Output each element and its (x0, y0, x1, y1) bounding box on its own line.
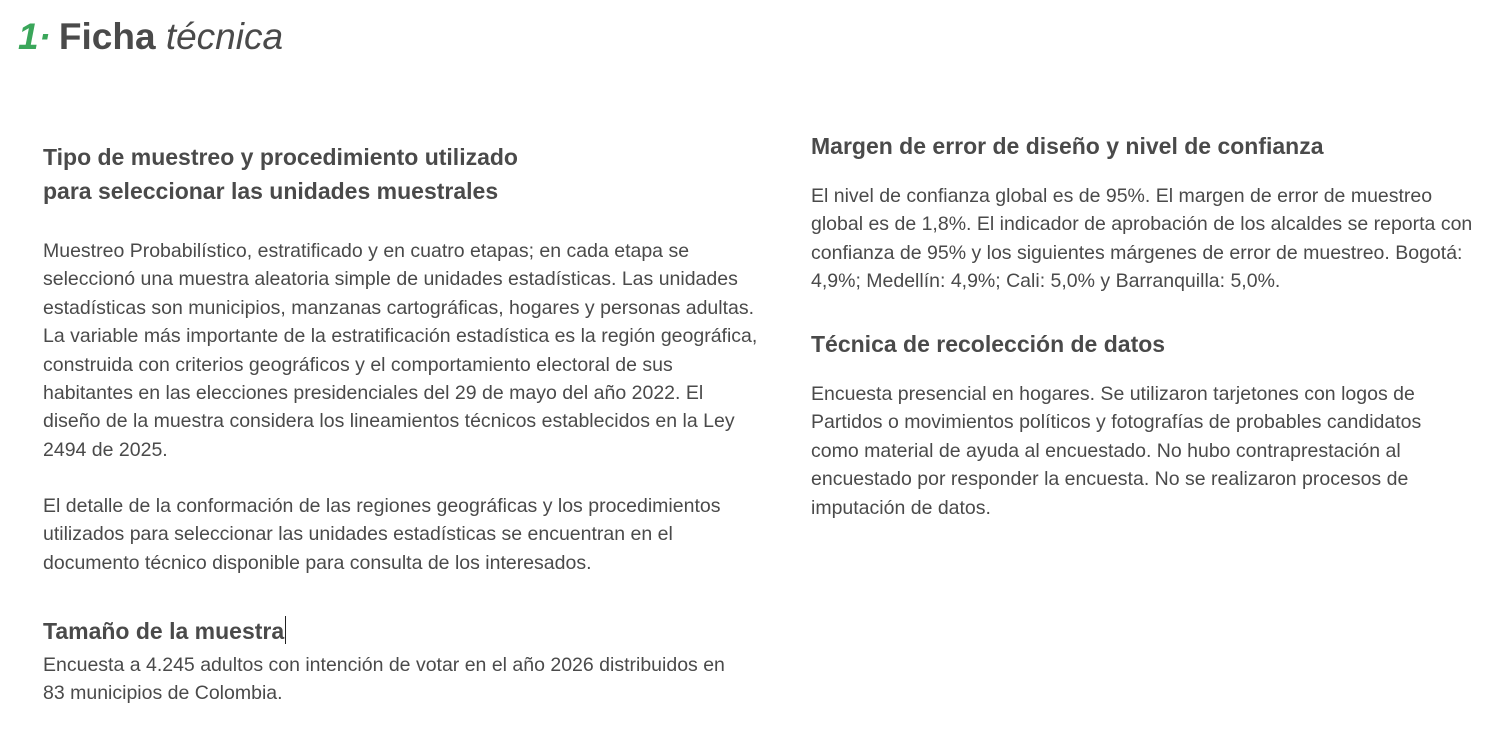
section-number-dot: · (38, 16, 51, 57)
page-title-main: Ficha (58, 16, 156, 57)
page-title-emphasis: técnica (165, 16, 284, 57)
section-number: 1 (18, 16, 39, 57)
sample-size-paragraph: Encuesta a 4.245 adultos con intención de votar en el año 2026 distribuidos en 83 municipios de Colombia. (43, 654, 725, 705)
collection-technique-paragraph: Encuesta presencial en hogares. Se utilizaron tarjetones con logos de Partidos o movimientos políticos y fotografías de probables candidatos como material de ayuda al encuestado. No hubo contraprestación al encuestado por responder la encuesta. No se realizaron procesos de imputación de datos. (811, 383, 1422, 519)
sampling-paragraph-2: El detalle de la conformación de las regiones geográficas y los procedimientos utilizados para seleccionar las unidades estadísticas se encuentran en el documento técnico disponible para consulta de los interesados. (43, 495, 721, 574)
sampling-section (43, 140, 763, 208)
sampling-paragraph-1: Muestreo Probabilístico, estratificado y en cuatro etapas; en cada etapa se seleccionó una muestra aleatoria simple de unidades estadísticas. Las unidades estadísticas son municipios, manzanas cartográficas, hogares y personas adultas. La variable más importante de la estratificación estadística es la región geográfica, construida con criterios geográficos y el comportamiento electoral de sus habitantes en las elecciones presidenciales del 29 de mayo del año 2022. El diseño de la muestra considera los lineamientos técnicos establecidos en la Ley 2494 de 2025. (43, 240, 758, 461)
text-cursor (285, 616, 286, 644)
sample-size-heading[interactable] (43, 614, 286, 648)
margin-of-error-paragraph: El nivel de confianza global es de 95%. El margen de error de muestreo global es de 1,8%. El indicador de aprobación de los alcaldes se reporta con confianza de 95% y los siguientes márgenes de error de muestreo. Bogotá: 4,9%; Medellín: 4,9%; Cali: 5,0% y Barranquilla: 5,0%. (811, 185, 1473, 293)
sampling-heading-line1: Tipo de muestreo y procedimiento utilizado (43, 144, 518, 170)
sampling-heading (43, 140, 763, 208)
margin-of-error-heading: Margen de error de diseño y nivel de confianza (811, 133, 1324, 159)
page-title (18, 14, 283, 60)
sample-size-heading-text: Tamaño de la muestra (43, 618, 285, 644)
collection-technique-heading: Técnica de recolección de datos (811, 331, 1166, 357)
sampling-heading-line2: para seleccionar las unidades muestrales (43, 178, 499, 204)
